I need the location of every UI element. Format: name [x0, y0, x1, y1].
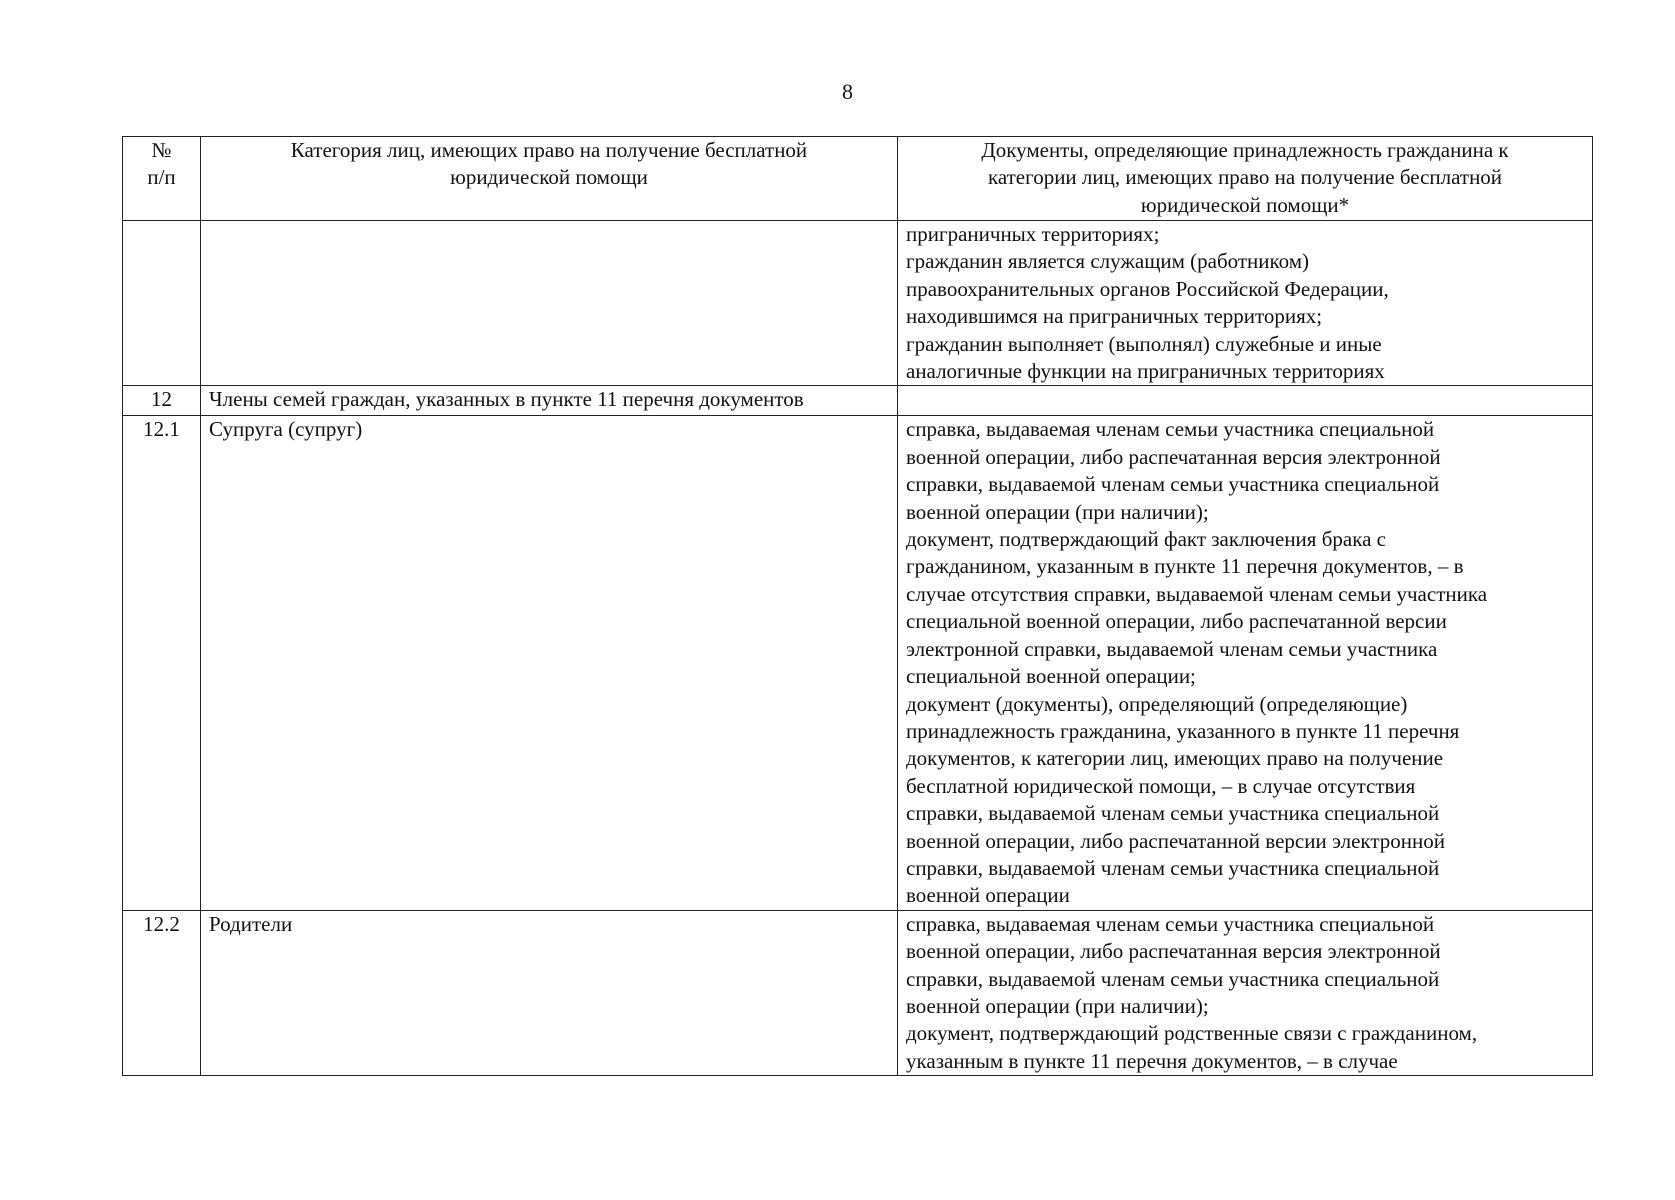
table-row: [123, 221, 1593, 386]
row-documents: приграничных территориях; гражданин является служащим (работником) правоохранительных органов Российской Федерации, находившимся на приграничных территориях; гражданин выполняет (выполнял) служебные и иные аналогичные функции на приграничных территориях: [898, 221, 1593, 386]
row-number: 12: [123, 386, 201, 416]
row-number: 12.2: [123, 910, 201, 1075]
row-category: [201, 221, 898, 386]
row-number: 12.1: [123, 416, 201, 910]
row-category: Супруга (супруг): [201, 416, 898, 910]
row-number: [123, 221, 201, 386]
eligibility-documents-table: [122, 136, 1593, 1076]
page-number: 8: [842, 79, 853, 104]
row-documents: справка, выдаваемая членам семьи участника специальной военной операции, либо распечатанная версия электронной справки, выдаваемой членам семьи участника специальной военной операции (при наличии); документ, подтверждающий факт заключения брака с гражданином, указанным в пункте 11 перечня документов, – в случае отсутствия справки, выдаваемой членам семьи участника специальной военной операции, либо распечатанной версии электронной справки, выдаваемой членам семьи участника специальной военной операции; документ (документы), определяющий (определяющие) принадлежность гражданина, указанного в пункте 11 перечня документов, к категории лиц, имеющих право на получение бесплатной юридической помощи, – в случае отсутствия справки, выдаваемой членам семьи участника специальной военной операции, либо распечатанной версии электронной справки, выдаваемой членам семьи участника специальной военной операции: [898, 416, 1593, 910]
row-category: Члены семей граждан, указанных в пункте 11 перечня документов: [201, 386, 898, 416]
row-category: Родители: [201, 910, 898, 1075]
table-row: [123, 910, 1593, 1075]
row-documents: [898, 386, 1593, 416]
table-row: [123, 386, 1593, 416]
header-category: Категория лиц, имеющих право на получение бесплатной юридической помощи: [201, 137, 898, 221]
table-row: [123, 416, 1593, 910]
header-number: № п/п: [123, 137, 201, 221]
header-documents: Документы, определяющие принадлежность гражданина к категории лиц, имеющих право на получение бесплатной юридической помощи*: [898, 137, 1593, 221]
table-header-row: [123, 137, 1593, 221]
row-documents: справка, выдаваемая членам семьи участника специальной военной операции, либо распечатанная версия электронной справки, выдаваемой членам семьи участника специальной военной операции (при наличии); документ, подтверждающий родственные связи с гражданином, указанным в пункте 11 перечня документов, – в случае: [898, 910, 1593, 1075]
